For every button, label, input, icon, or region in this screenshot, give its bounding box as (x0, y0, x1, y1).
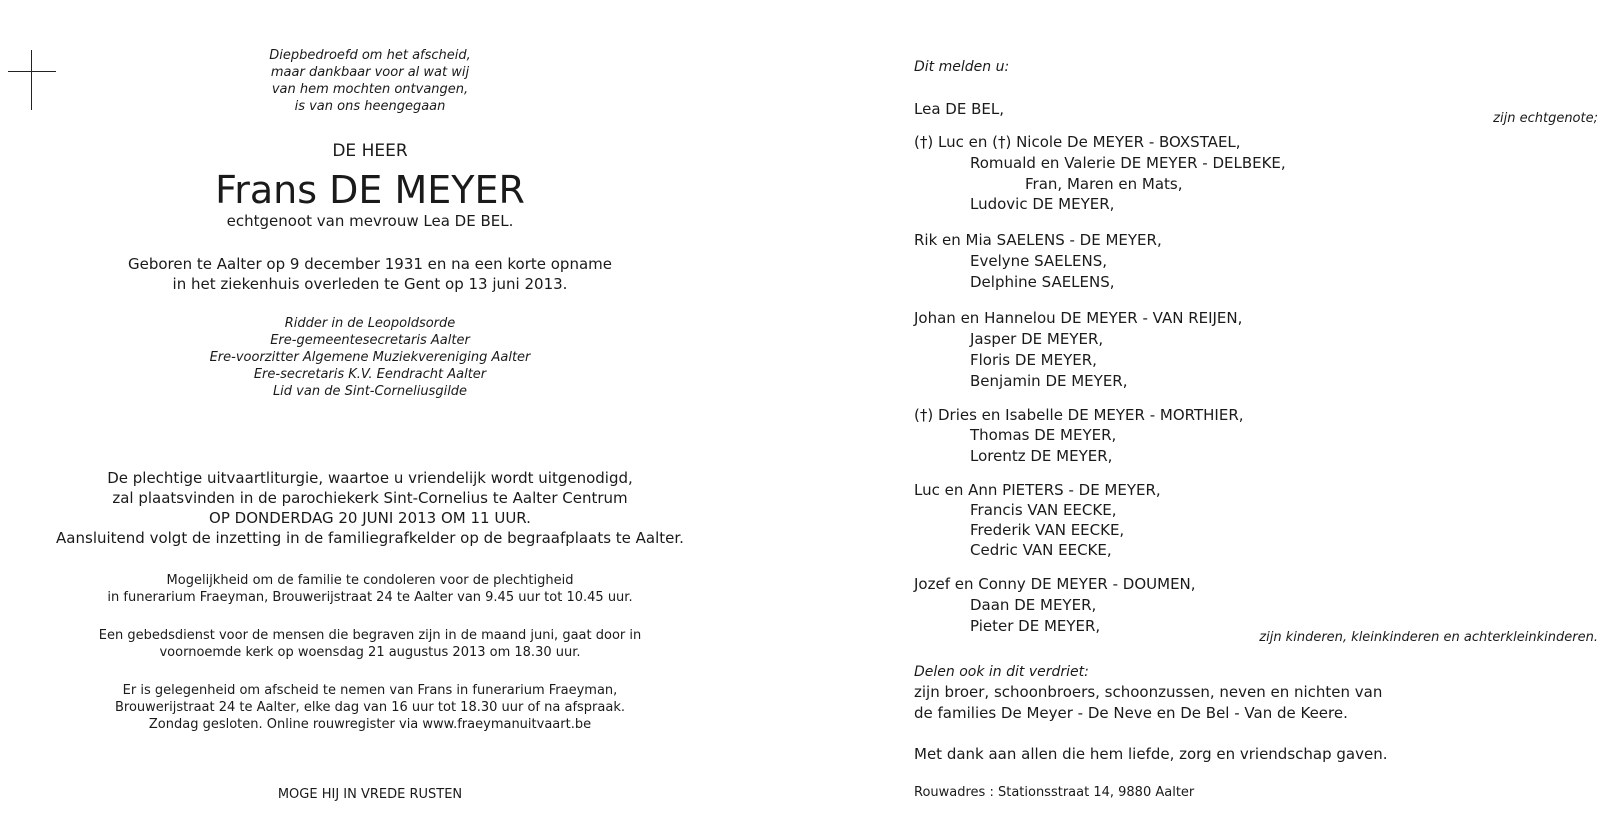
announce-label: Dit melden u: (914, 59, 1010, 75)
address-text: Rouwadres : Stationsstraat 14, 9880 Aalter (914, 785, 1195, 800)
family-head: (†) Dries en Isabelle DE MEYER - MORTHIER, (914, 406, 1244, 424)
cross-symbol-vertical (31, 50, 32, 110)
birth-death-text: Geboren te Aalter op 9 december 1931 en na een korte opname in het ziekenhuis overleden te Gent op 13 juni 2013. (128, 255, 612, 293)
family-sub-member: Fran, Maren en Mats, (1025, 175, 1183, 193)
share-line: de families De Meyer - De Neve en De Bel - Van de Keere. (914, 704, 1348, 722)
family-member: Cedric VAN EECKE, (970, 541, 1112, 559)
family-member: Thomas DE MEYER, (970, 426, 1117, 444)
visit-text: Er is gelegenheid om afscheid te nemen van Frans in funerarium Fraeyman, Brouwerijstraat 24 te Aalter, elke dag van 16 uur tot 18.30 uur of na afspraak. Zondag gesloten. Online rouwregister via www.fraeymanuitvaart.be (115, 683, 625, 732)
spouse-name: Lea DE BEL, (914, 100, 1004, 118)
family-head: Luc en Ann PIETERS - DE MEYER, (914, 481, 1161, 499)
family-member: Romuald en Valerie DE MEYER - DELBEKE, (970, 154, 1286, 172)
family-member: Delphine SAELENS, (970, 273, 1115, 291)
family-member: Jasper DE MEYER, (970, 330, 1104, 348)
family-head: (†) Luc en (†) Nicole De MEYER - BOXSTAEL, (914, 133, 1241, 151)
family-member: Ludovic DE MEYER, (970, 195, 1115, 213)
children-role: zijn kinderen, kleinkinderen en achterkleinkinderen. (1259, 630, 1598, 645)
prayer-service-text: Een gebedsdienst voor de mensen die begraven zijn in de maand juni, gaat door in voornoemde kerk op woensdag 21 augustus 2013 om 18.30 uur. (98, 628, 642, 660)
family-member: Francis VAN EECKE, (970, 501, 1117, 519)
family-member: Benjamin DE MEYER, (970, 372, 1128, 390)
family-member: Floris DE MEYER, (970, 351, 1097, 369)
spouse-line: echtgenoot van mevrouw Lea DE BEL. (226, 212, 514, 230)
spouse-role: zijn echtgenote; (1493, 111, 1598, 126)
family-head: Johan en Hannelou DE MEYER - VAN REIJEN, (914, 309, 1243, 327)
deceased-name: Frans DE MEYER (215, 168, 525, 212)
family-member: Lorentz DE MEYER, (970, 447, 1113, 465)
intro-text: Diepbedroefd om het afscheid, maar dankbaar voor al wat wij van hem mochten ontvangen, is van ons heengegaan (269, 48, 471, 114)
honorary-titles: Ridder in de Leopoldsorde Ere-gemeentesecretaris Aalter Ere-voorzitter Algemene Muziekvereniging Aalter Ere-secretaris K.V. Eendracht Aalter Lid van de Sint-Corneliusgilde (209, 316, 531, 399)
condolence-text: Mogelijkheid om de familie te condoleren voor de plechtigheid in funerarium Fraeyman, Brouwerijstraat 24 te Aalter van 9.45 uur tot 10.45 uur. (107, 573, 633, 605)
share-label: Delen ook in dit verdriet: (914, 664, 1089, 680)
honorific: DE HEER (332, 141, 408, 161)
family-member: Daan DE MEYER, (970, 596, 1097, 614)
funeral-text: De plechtige uitvaartliturgie, waartoe u vriendelijk wordt uitgenodigd, zal plaatsvinden in de parochiekerk Sint-Cornelius te Aalter Centrum OP DONDERDAG 20 JUNI 2013 OM 11 UUR. Aansluitend volgt de inzetting in de familiegrafkelder op de begraafplaats te Aalter. (56, 469, 684, 547)
family-member: Frederik VAN EECKE, (970, 521, 1125, 539)
closing-text: MOGE HIJ IN VREDE RUSTEN (277, 787, 463, 802)
family-head: Rik en Mia SAELENS - DE MEYER, (914, 231, 1162, 249)
thanks-text: Met dank aan allen die hem liefde, zorg en vriendschap gaven. (914, 745, 1388, 763)
family-member: Pieter DE MEYER, (970, 617, 1101, 635)
family-member: Evelyne SAELENS, (970, 252, 1108, 270)
share-line: zijn broer, schoonbroers, schoonzussen, neven en nichten van (914, 683, 1383, 701)
family-head: Jozef en Conny DE MEYER - DOUMEN, (914, 575, 1196, 593)
